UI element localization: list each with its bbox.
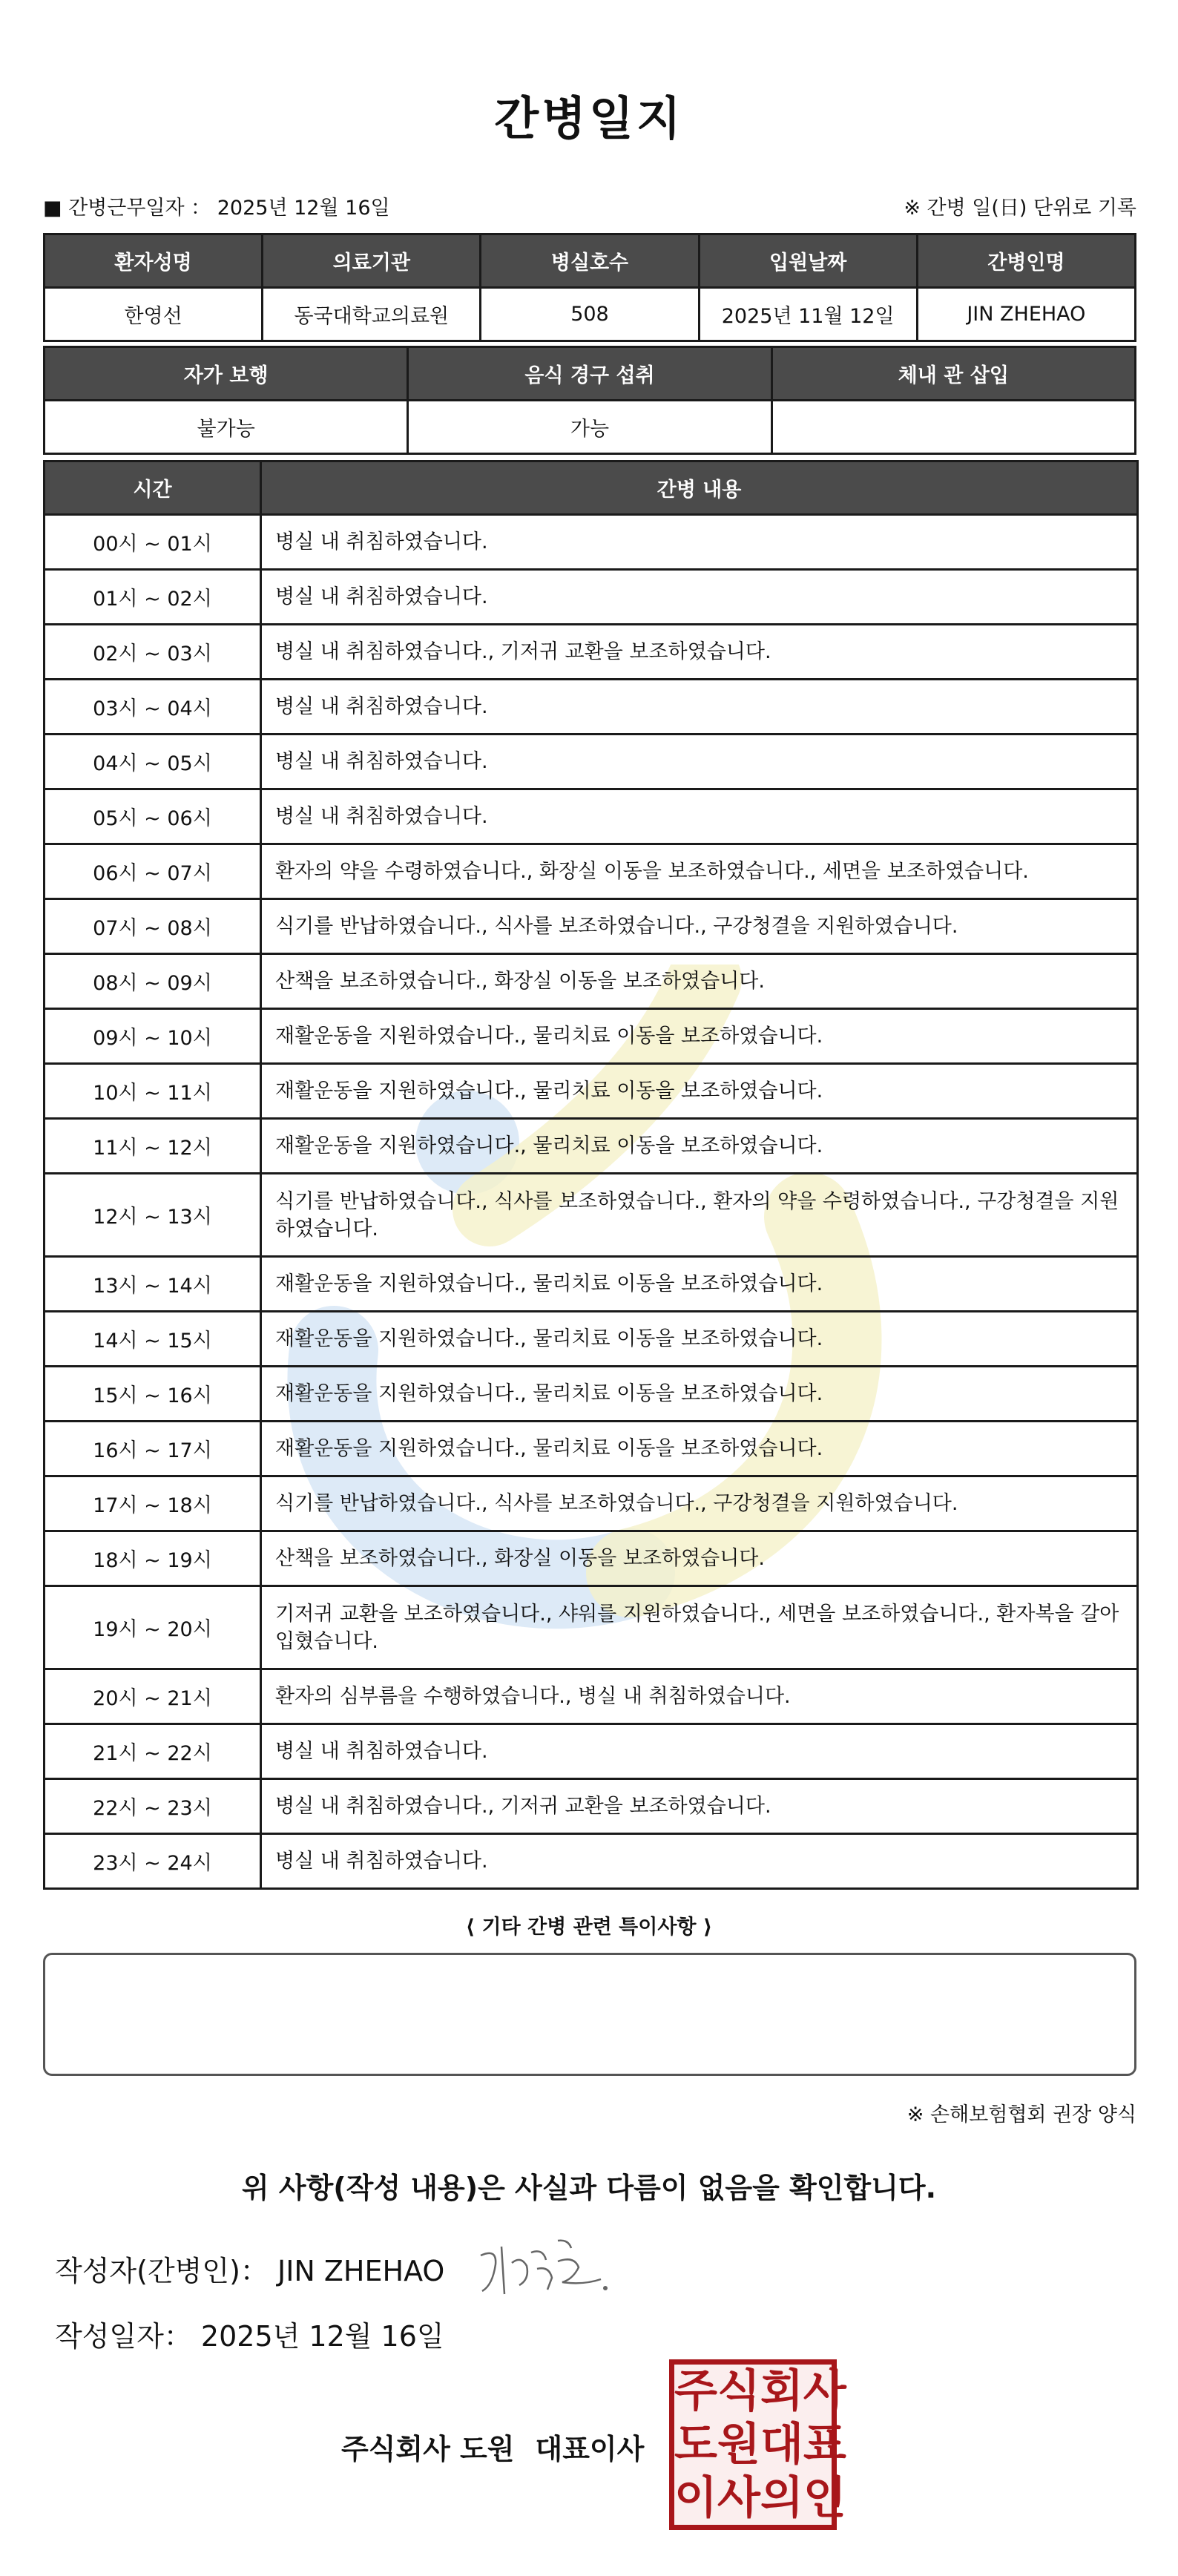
time-cell: 05시 ~ 06시 <box>45 789 261 844</box>
header-hospital: 의료기관 <box>263 234 481 288</box>
table-row <box>45 1422 1138 1476</box>
write-date-label: 작성일자： <box>55 2320 201 2353</box>
time-cell: 06시 ~ 07시 <box>45 844 261 899</box>
header-caregiver-name: 간병인명 <box>917 234 1135 288</box>
table-row <box>45 1779 1138 1834</box>
seal-row: 이 사 의 인 <box>674 2472 846 2524</box>
care-log-table <box>43 460 1139 1890</box>
handwritten-signature <box>475 2233 616 2300</box>
time-cell: 07시 ~ 08시 <box>45 899 261 954</box>
header-tube-insertion: 체내 관 삽입 <box>771 347 1135 401</box>
time-cell: 13시 ~ 14시 <box>45 1257 261 1312</box>
content-cell: 재활운동을 지원하였습니다., 물리치료 이동을 보조하였습니다. <box>261 1064 1138 1119</box>
time-cell: 11시 ~ 12시 <box>45 1119 261 1174</box>
table-row <box>45 680 1138 735</box>
table-row <box>45 1476 1138 1531</box>
document-title: 간병일지 <box>494 91 684 145</box>
time-cell: 20시 ~ 21시 <box>45 1669 261 1724</box>
table-row <box>45 1312 1138 1367</box>
content-cell: 병실 내 취침하였습니다. <box>261 680 1138 735</box>
table-row <box>45 1009 1138 1064</box>
caregiver-name: JIN ZHEHAO <box>917 288 1135 341</box>
content-cell: 환자의 약을 수령하였습니다., 화장실 이동을 보조하였습니다., 세면을 보조하였습니다. <box>261 844 1138 899</box>
table-row <box>45 1064 1138 1119</box>
work-date: ■ 간병근무일자 ： 2025년 12월 16일 <box>43 197 390 220</box>
company-name: 주식회사 도원 <box>341 2433 515 2465</box>
daily-record-note: ※ 간병 일(日) 단위로 기록 <box>904 197 1136 220</box>
confirmation-statement: 위 사항(작성 내용)은 사실과 다름이 없음을 확인합니다. <box>241 2172 937 2204</box>
table-row <box>45 1257 1138 1312</box>
content-cell: 병실 내 취침하였습니다. <box>261 789 1138 844</box>
patient-info-table <box>43 233 1136 342</box>
time-cell: 03시 ~ 04시 <box>45 680 261 735</box>
table-row <box>45 899 1138 954</box>
content-cell: 병실 내 취침하였습니다. <box>261 735 1138 789</box>
patient-status-header-row <box>45 347 1136 401</box>
write-date-value: 2025년 12월 16일 <box>200 2320 444 2353</box>
content-cell: 식기를 반납하였습니다., 식사를 보조하였습니다., 구강청결을 지원하였습니다. <box>261 899 1138 954</box>
time-cell: 23시 ~ 24시 <box>45 1834 261 1889</box>
header-room-number: 병실호수 <box>481 234 699 288</box>
content-cell: 기저귀 교환을 보조하였습니다., 샤워를 지원하였습니다., 세면을 보조하였습니다., 환자복을 갈아입혔습니다. <box>261 1586 1138 1669</box>
header-care-content: 간병 내용 <box>261 461 1138 515</box>
header-time: 시간 <box>45 461 261 515</box>
time-cell: 08시 ~ 09시 <box>45 954 261 1009</box>
table-row <box>45 954 1138 1009</box>
header-admission-date: 입원날짜 <box>699 234 917 288</box>
table-row <box>45 735 1138 789</box>
time-cell: 22시 ~ 23시 <box>45 1779 261 1834</box>
content-cell: 식기를 반납하였습니다., 식사를 보조하였습니다., 구강청결을 지원하였습니다. <box>261 1476 1138 1531</box>
special-notes-box <box>43 1953 1136 2076</box>
table-row <box>45 789 1138 844</box>
table-row <box>45 1669 1138 1724</box>
content-cell: 산책을 보조하였습니다., 화장실 이동을 보조하였습니다. <box>261 954 1138 1009</box>
time-cell: 09시 ~ 10시 <box>45 1009 261 1064</box>
write-date-line <box>55 2313 444 2354</box>
header-oral-intake: 음식 경구 섭취 <box>408 347 771 401</box>
time-cell: 14시 ~ 15시 <box>45 1312 261 1367</box>
admission-date: 2025년 11월 12일 <box>699 288 917 341</box>
patient-name: 한영선 <box>45 288 263 341</box>
table-row <box>45 844 1138 899</box>
content-cell: 재활운동을 지원하였습니다., 물리치료 이동을 보조하였습니다. <box>261 1119 1138 1174</box>
content-cell: 병실 내 취침하였습니다. <box>261 1834 1138 1889</box>
time-cell: 16시 ~ 17시 <box>45 1422 261 1476</box>
content-cell: 병실 내 취침하였습니다., 기저귀 교환을 보조하였습니다. <box>261 1779 1138 1834</box>
content-cell: 병실 내 취침하였습니다. <box>261 1724 1138 1779</box>
table-row <box>45 625 1138 680</box>
table-row <box>45 570 1138 625</box>
table-row <box>45 1586 1138 1669</box>
room-number: 508 <box>481 288 699 341</box>
patient-info-value-row <box>45 288 1136 341</box>
time-cell: 18시 ~ 19시 <box>45 1531 261 1586</box>
content-cell: 병실 내 취침하였습니다. <box>261 570 1138 625</box>
time-cell: 12시 ~ 13시 <box>45 1174 261 1257</box>
oral-intake-value: 가능 <box>408 401 771 454</box>
company-signature-line <box>341 2426 644 2467</box>
content-cell: 재활운동을 지원하였습니다., 물리치료 이동을 보조하였습니다. <box>261 1009 1138 1064</box>
content-cell: 재활운동을 지원하였습니다., 물리치료 이동을 보조하였습니다. <box>261 1257 1138 1312</box>
content-cell: 병실 내 취침하였습니다. <box>261 515 1138 570</box>
ceo-title: 대표이사 <box>535 2433 645 2465</box>
content-cell: 환자의 심부름을 수행하였습니다., 병실 내 취침하였습니다. <box>261 1669 1138 1724</box>
time-cell: 00시 ~ 01시 <box>45 515 261 570</box>
time-cell: 19시 ~ 20시 <box>45 1586 261 1669</box>
time-cell: 10시 ~ 11시 <box>45 1064 261 1119</box>
seal-row: 도 원 대 표 <box>674 2419 846 2471</box>
table-row <box>45 1724 1138 1779</box>
care-log-header-row <box>45 461 1138 515</box>
company-seal-stamp <box>669 2359 846 2530</box>
writer-name: JIN ZHEHAO <box>277 2255 445 2287</box>
tube-insertion-value <box>771 401 1135 454</box>
content-cell: 식기를 반납하였습니다., 식사를 보조하였습니다., 환자의 약을 수령하였습니다., 구강청결을 지원하였습니다. <box>261 1174 1138 1257</box>
content-cell: 병실 내 취침하였습니다., 기저귀 교환을 보조하였습니다. <box>261 625 1138 680</box>
header-patient-name: 환자성명 <box>45 234 263 288</box>
special-notes-heading: ⟨ 기타 간병 관련 특이사항 ⟩ <box>465 1916 713 1939</box>
table-row <box>45 515 1138 570</box>
content-cell: 재활운동을 지원하였습니다., 물리치료 이동을 보조하였습니다. <box>261 1312 1138 1367</box>
content-cell: 재활운동을 지원하였습니다., 물리치료 이동을 보조하였습니다. <box>261 1367 1138 1422</box>
time-cell: 15시 ~ 16시 <box>45 1367 261 1422</box>
writer-label: 작성자(간병인)： <box>55 2255 277 2287</box>
content-cell: 재활운동을 지원하였습니다., 물리치료 이동을 보조하였습니다. <box>261 1422 1138 1476</box>
writer-line <box>55 2248 444 2289</box>
hospital-name: 동국대학교의료원 <box>263 288 481 341</box>
time-cell: 02시 ~ 03시 <box>45 625 261 680</box>
recommended-form-note: ※ 손해보험협회 권장 양식 <box>906 2103 1136 2126</box>
time-cell: 21시 ~ 22시 <box>45 1724 261 1779</box>
time-cell: 04시 ~ 05시 <box>45 735 261 789</box>
table-row <box>45 1119 1138 1174</box>
patient-info-header-row <box>45 234 1136 288</box>
table-row <box>45 1174 1138 1257</box>
time-cell: 17시 ~ 18시 <box>45 1476 261 1531</box>
table-row <box>45 1367 1138 1422</box>
header-self-walking: 자가 보행 <box>45 347 408 401</box>
self-walking-value: 불가능 <box>45 401 408 454</box>
table-row <box>45 1531 1138 1586</box>
patient-status-value-row <box>45 401 1136 454</box>
work-date-row <box>43 191 1136 221</box>
seal-row: 주 식 회 사 <box>674 2365 846 2417</box>
content-cell: 산책을 보조하였습니다., 화장실 이동을 보조하였습니다. <box>261 1531 1138 1586</box>
table-row <box>45 1834 1138 1889</box>
patient-status-table <box>43 346 1136 455</box>
time-cell: 01시 ~ 02시 <box>45 570 261 625</box>
